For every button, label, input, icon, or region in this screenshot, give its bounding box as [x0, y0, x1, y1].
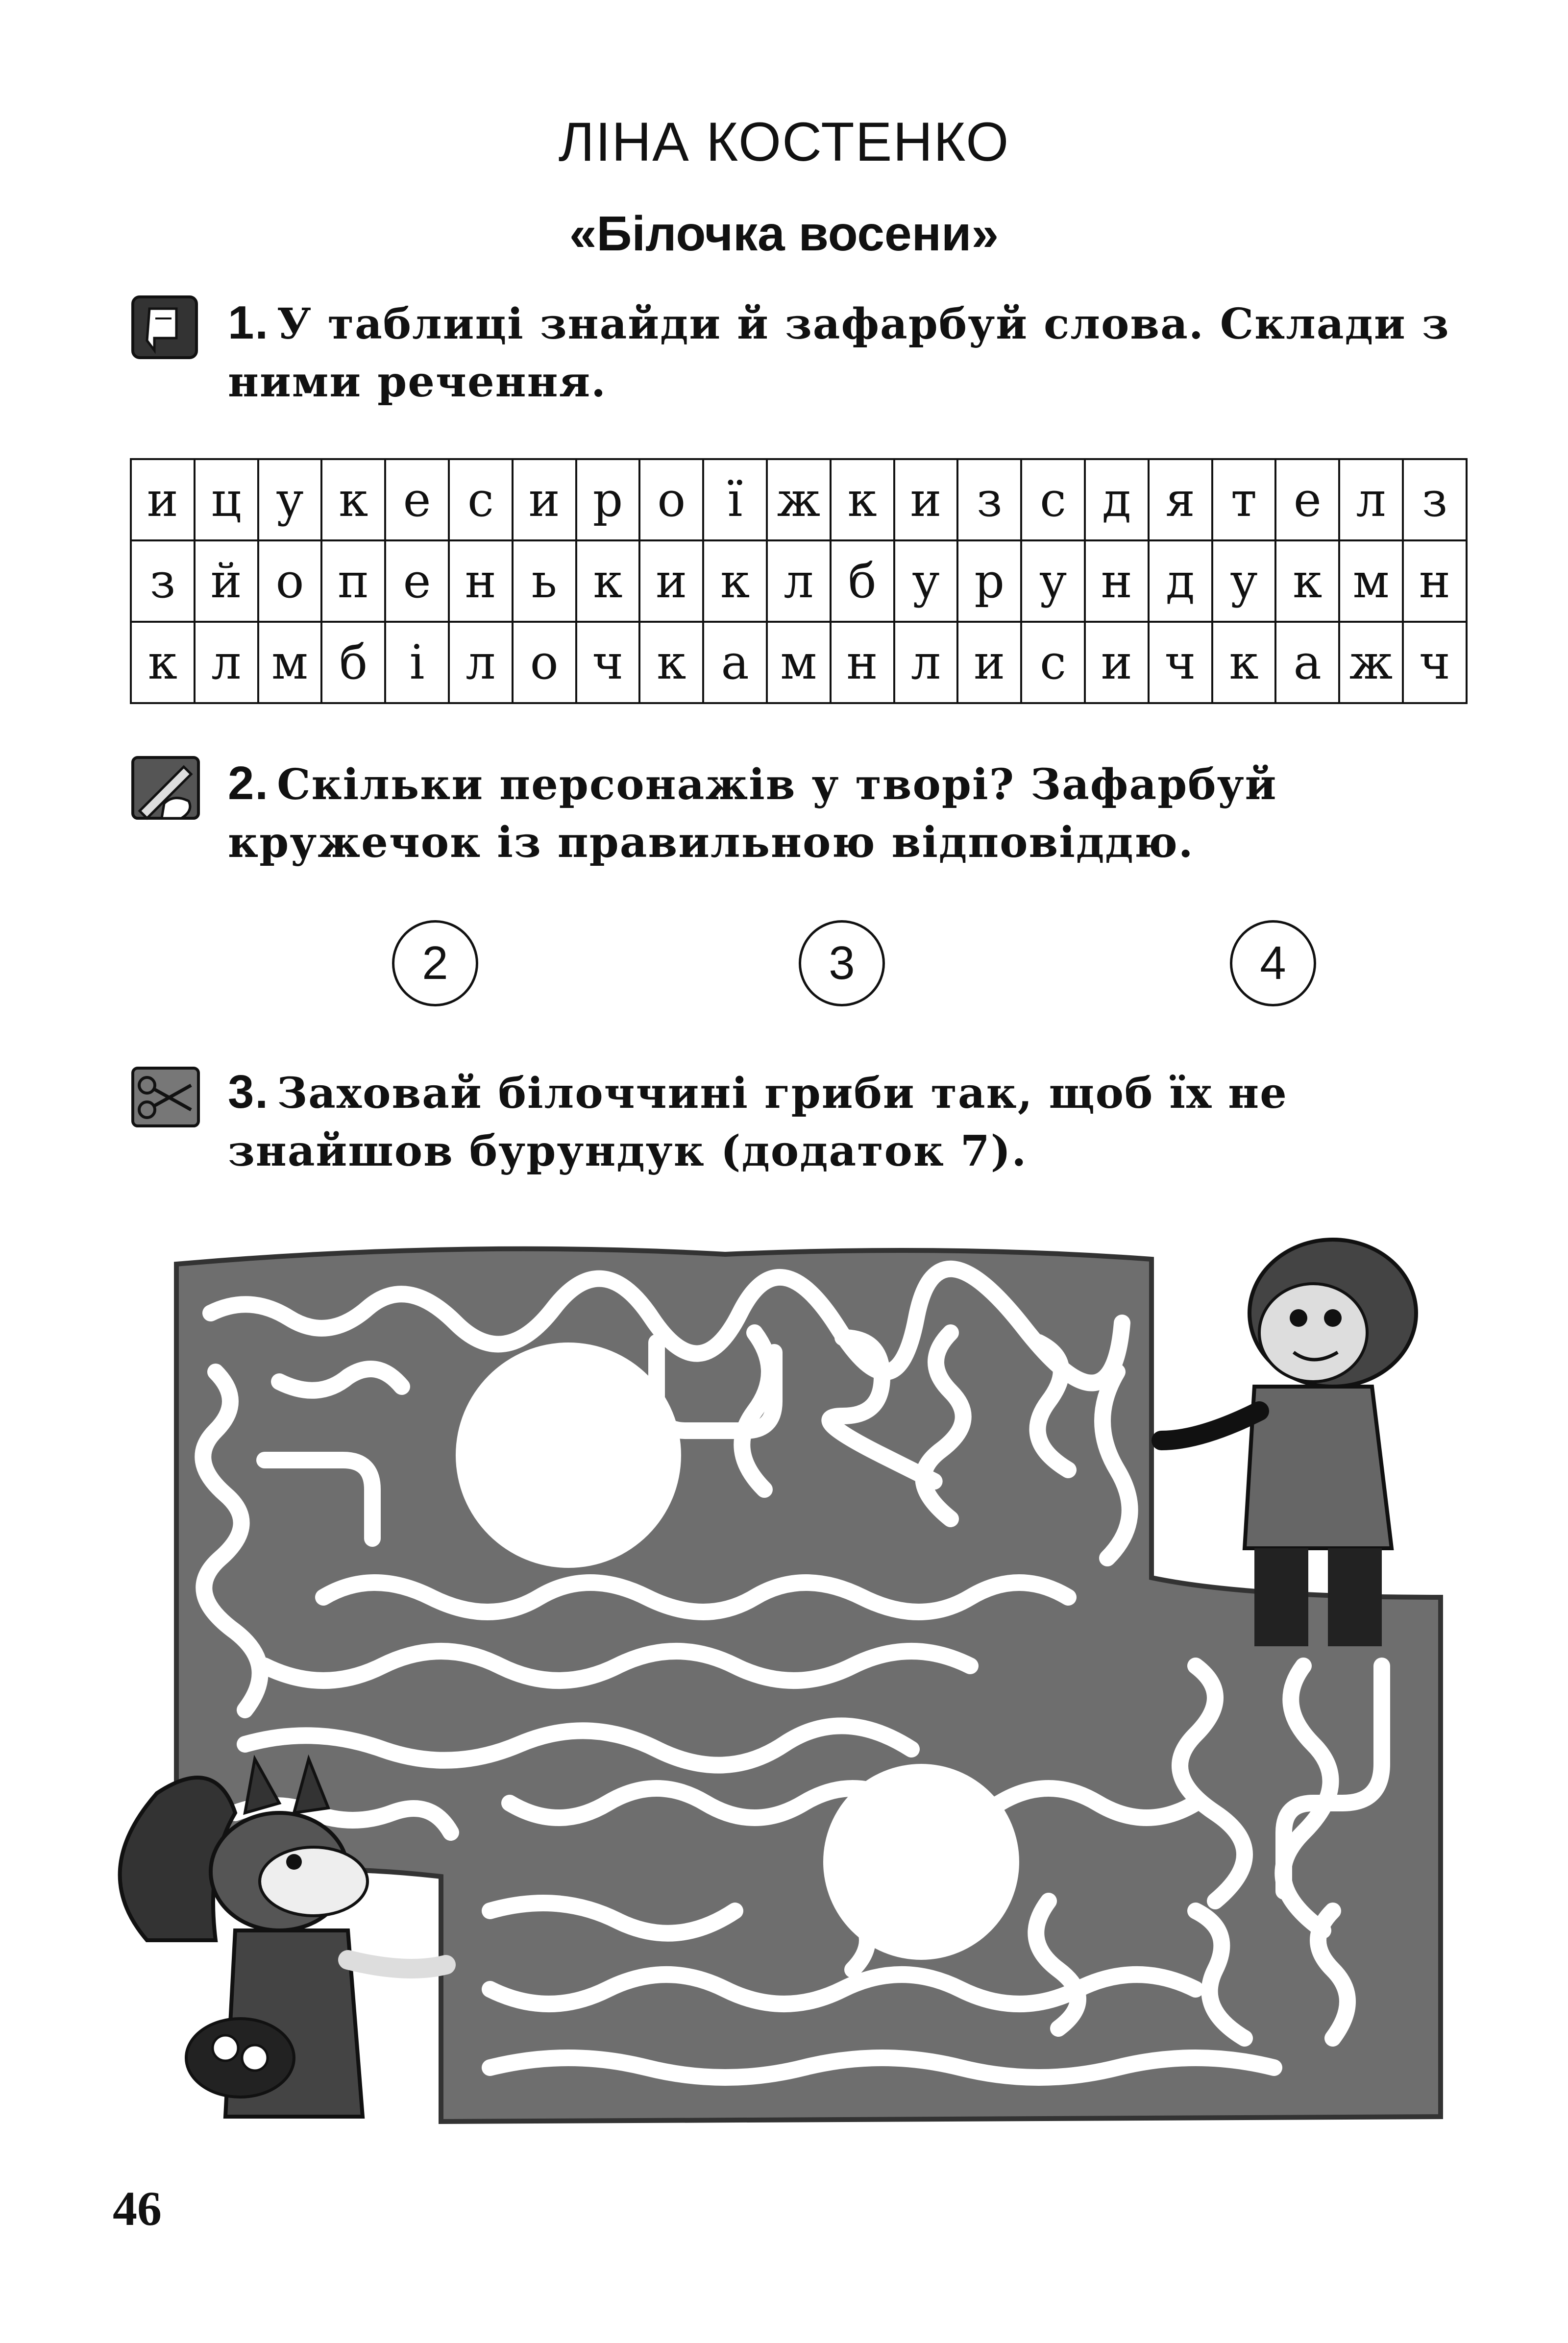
letter-cell[interactable]: о — [513, 622, 576, 703]
letter-cell[interactable]: б — [321, 622, 385, 703]
letter-cell[interactable]: ч — [576, 622, 640, 703]
task-2-instruction: Скільки персонажів у творі? Зафарбуй кружечок із правильною відповіддю. — [228, 760, 1277, 867]
notebook-icon — [130, 294, 203, 363]
letter-cell[interactable]: з — [957, 459, 1021, 540]
letter-cell[interactable]: с — [1021, 622, 1085, 703]
letter-cell[interactable]: у — [894, 540, 958, 622]
letter-cell[interactable]: у — [258, 459, 322, 540]
letter-grid-row — [131, 622, 1467, 703]
task-1-text — [228, 294, 1482, 411]
letter-cell[interactable]: и — [894, 459, 958, 540]
letter-cell[interactable]: ь — [513, 540, 576, 622]
letter-grid-row — [131, 459, 1467, 540]
letter-cell[interactable]: д — [1149, 540, 1212, 622]
letter-cell[interactable]: л — [195, 622, 258, 703]
letter-cell[interactable]: я — [1149, 459, 1212, 540]
mushroom-spot-top[interactable] — [456, 1342, 681, 1568]
letter-cell[interactable]: ч — [1149, 622, 1212, 703]
letter-cell[interactable]: м — [258, 622, 322, 703]
letter-cell[interactable]: к — [1212, 622, 1276, 703]
task-1-instruction: У таблиці знайди й зафарбуй слова. Склади з ними речення. — [228, 299, 1450, 407]
letter-cell[interactable]: о — [639, 459, 703, 540]
letter-cell[interactable]: к — [576, 540, 640, 622]
letter-cell[interactable]: н — [1085, 540, 1149, 622]
answer-circle-3[interactable]: 3 — [799, 920, 885, 1006]
letter-cell[interactable]: ж — [767, 459, 831, 540]
task-3-text — [228, 1063, 1482, 1180]
letter-cell[interactable]: б — [831, 540, 894, 622]
letter-cell[interactable]: р — [957, 540, 1021, 622]
task-2-text — [228, 755, 1482, 872]
letter-cell[interactable]: с — [449, 459, 513, 540]
letter-cell[interactable]: р — [576, 459, 640, 540]
letter-cell[interactable]: е — [385, 540, 449, 622]
task-2-number: 2. — [228, 757, 270, 809]
letter-cell[interactable]: н — [831, 622, 894, 703]
letter-cell[interactable]: м — [767, 622, 831, 703]
letter-cell[interactable]: к — [639, 622, 703, 703]
letter-cell[interactable]: у — [1021, 540, 1085, 622]
letter-cell[interactable]: к — [131, 622, 195, 703]
letter-cell[interactable]: и — [1085, 622, 1149, 703]
letter-cell[interactable]: л — [894, 622, 958, 703]
maze-body — [176, 1249, 1441, 2122]
letter-cell[interactable]: з — [131, 540, 195, 622]
task-1-number: 1. — [228, 296, 270, 349]
letter-cell[interactable]: л — [767, 540, 831, 622]
letter-cell[interactable]: ж — [1339, 622, 1403, 703]
letter-cell[interactable]: и — [513, 459, 576, 540]
letter-cell[interactable]: н — [1403, 540, 1467, 622]
letter-cell[interactable]: с — [1021, 459, 1085, 540]
letter-grid — [130, 458, 1468, 704]
letter-cell[interactable]: а — [1275, 622, 1339, 703]
task-3 — [130, 1063, 1482, 1191]
letter-cell[interactable]: й — [195, 540, 258, 622]
letter-grid-row — [131, 540, 1467, 622]
letter-cell[interactable]: ї — [703, 459, 767, 540]
mushroom-spot-bottom[interactable] — [823, 1764, 1019, 1960]
letter-cell[interactable]: и — [639, 540, 703, 622]
task-2 — [130, 755, 1482, 882]
letter-cell[interactable]: ч — [1403, 622, 1467, 703]
letter-cell[interactable]: ц — [195, 459, 258, 540]
task-3-number: 3. — [228, 1066, 270, 1118]
answer-circle-4[interactable]: 4 — [1230, 920, 1316, 1006]
letter-cell[interactable]: к — [1275, 540, 1339, 622]
author-name: ЛІНА КОСТЕНКО — [558, 111, 1010, 172]
letter-cell[interactable]: к — [703, 540, 767, 622]
letter-cell[interactable]: і — [385, 622, 449, 703]
page-number: 46 — [113, 2181, 162, 2236]
letter-cell[interactable]: к — [321, 459, 385, 540]
maze-illustration — [118, 1225, 1499, 2146]
letter-cell[interactable]: л — [449, 622, 513, 703]
pencil-hand-icon — [130, 755, 203, 823]
letter-cell[interactable]: а — [703, 622, 767, 703]
letter-cell[interactable]: к — [831, 459, 894, 540]
task-3-instruction: Заховай білоччині гриби так, щоб їх не знайшов бурундук (додаток 7). — [228, 1069, 1288, 1176]
letter-cell[interactable]: т — [1212, 459, 1276, 540]
letter-cell[interactable]: м — [1339, 540, 1403, 622]
work-title: «Білочка восени» — [569, 206, 999, 261]
task-1 — [130, 294, 1482, 421]
letter-cell[interactable]: и — [957, 622, 1021, 703]
letter-cell[interactable]: о — [258, 540, 322, 622]
scissors-icon — [130, 1063, 203, 1132]
letter-cell[interactable]: д — [1085, 459, 1149, 540]
letter-cell[interactable]: н — [449, 540, 513, 622]
letter-cell[interactable]: е — [385, 459, 449, 540]
letter-cell[interactable]: у — [1212, 540, 1276, 622]
letter-cell[interactable]: е — [1275, 459, 1339, 540]
letter-cell[interactable]: з — [1403, 459, 1467, 540]
letter-cell[interactable]: и — [131, 459, 195, 540]
answer-circle-2[interactable]: 2 — [392, 920, 478, 1006]
letter-cell[interactable]: п — [321, 540, 385, 622]
letter-cell[interactable]: л — [1339, 459, 1403, 540]
